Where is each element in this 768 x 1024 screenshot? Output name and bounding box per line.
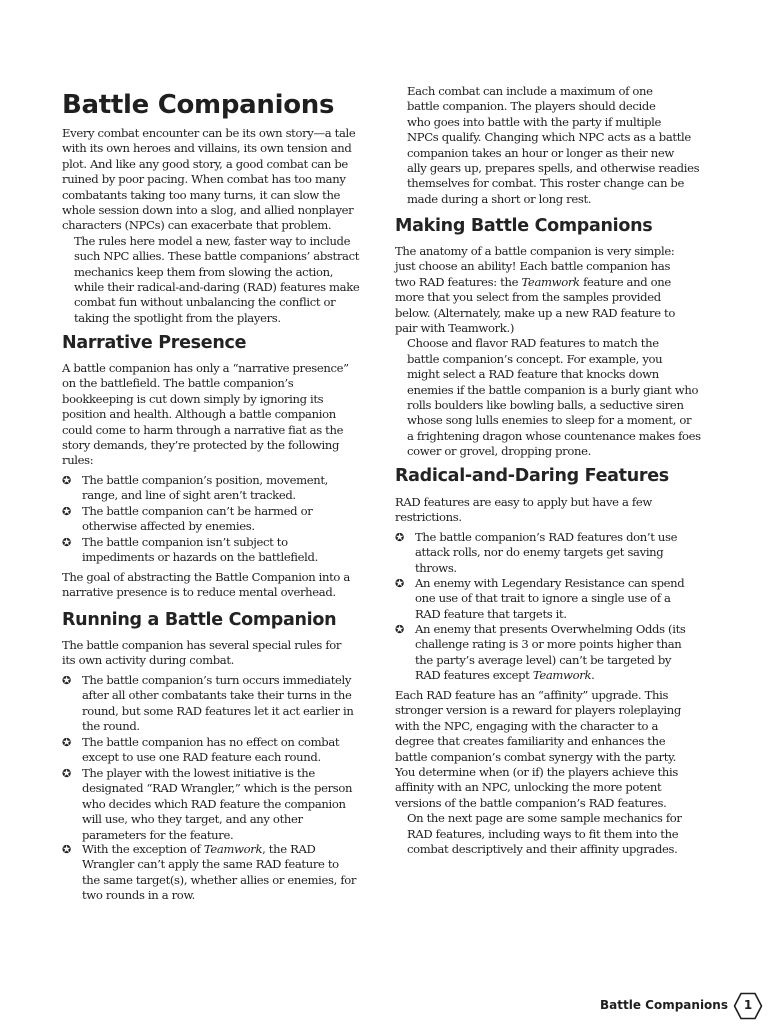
- right-intro-paragraph: Each combat can include a maximum of one battle companion. The players should decide who goes into battle with the party if multiple NPCs qualify. Changing which NPC acts as a battle companion takes an hour or longer as their new ally gears up, prepares spells, and otherwise readies themselves for combat. This roster change can be made during a short or long rest.: [407, 84, 700, 206]
- intro-paragraph-1: Every combat encounter can be its own story—a tale with its own heroes and villains, its own tension and plot. And like any good story, a good combat can be ruined by poor pacing. When combat has too many combatants taking too many turns, it can slow the whole session down into a slog, and allied nonplayer characters (NPCs) can exacerbate that problem.: [62, 126, 356, 233]
- bullet-star-icon: ✪: [395, 577, 404, 590]
- bullet-star-icon: ✪: [62, 736, 71, 749]
- list-item: ✪ The battle companion’s position, movement, range, and line of sight aren’t tracked.: [62, 473, 328, 503]
- list-item: ✪ The battle companion has no effect on combat except to use one RAD feature each round.: [62, 735, 340, 765]
- rad-paragraph-2: Each RAD feature has an “affinity” upgrade. This stronger version is a reward for players roleplaying with the NPC, engaging with the character to a degree that creates familiarity and enhances the battle companion’s combat synergy with the party. You determine when (or if) the players achieve this affinity with an NPC, unlocking the more potent versions of the battle companion’s RAD features.: [395, 688, 681, 810]
- heading-running-battle-companion: Running a Battle Companion: [62, 610, 337, 630]
- making-paragraph-1: The anatomy of a battle companion is very simple: just choose an ability! Each battle companion has two RAD features: the Teamwork feature and one more that you select from the samples provided below. (Alternately, make up a new RAD feature to pair with Teamwork.): [395, 244, 675, 336]
- list-item: ✪ The battle companion can’t be harmed or otherwise affected by enemies.: [62, 504, 313, 534]
- narrative-paragraph-2: The goal of abstracting the Battle Companion into a narrative presence is to reduce mental overhead.: [62, 570, 350, 600]
- list-item: ✪ The battle companion’s RAD features don’t use attack rolls, nor do enemy targets get saving throws.: [395, 530, 678, 575]
- bullet-star-icon: ✪: [62, 674, 71, 687]
- bullet-star-icon: ✪: [62, 536, 71, 549]
- list-item: ✪ An enemy that presents Overwhelming Odds (its challenge rating is 3 or more points higher than the party’s average level) can’t be targeted by RAD features except Teamwork.: [395, 622, 686, 683]
- list-item: ✪ The battle companion’s turn occurs immediately after all other combatants take their turns in the round, but some RAD features let it act earlier in the round.: [62, 673, 354, 734]
- list-item: ✪ The player with the lowest initiative is the designated “RAD Wrangler,” which is the person who decides which RAD feature the companion will use, who they target, and any other parameters for the feature.: [62, 766, 353, 842]
- list-item: ✪ With the exception of Teamwork, the RAD Wrangler can’t apply the same RAD feature to the same target(s), whether allies or enemies, for two rounds in a row.: [62, 842, 357, 903]
- bullet-star-icon: ✪: [62, 505, 71, 518]
- list-item: ✪ The battle companion isn’t subject to impediments or hazards on the battlefield.: [62, 535, 318, 565]
- intro-paragraph-2: The rules here model a new, faster way to include such NPC allies. These battle companions’ abstract mechanics keep them from slowing the action, while their radical-and-daring (RAD) features make combat fun without unbalancing the conflict or taking the spotlight from the players.: [74, 233, 360, 325]
- narrative-paragraph-1: A battle companion has only a “narrative presence” on the battlefield. The battle companion’s bookkeeping is cut down simply by ignoring its position and health. Although a battle companion could come to harm through a narrative fiat as the story demands, they’re protected by the following rules:: [62, 361, 349, 468]
- heading-rad-features: Radical-and-Daring Features: [395, 466, 669, 486]
- page-title: Battle Companions: [62, 90, 335, 120]
- bullet-star-icon: ✪: [62, 474, 71, 487]
- list-item: ✪ An enemy with Legendary Resistance can spend one use of that trait to ignore a single use of a RAD feature that targets it.: [395, 576, 685, 621]
- making-paragraph-2: Choose and flavor RAD features to match the battle companion’s concept. For example, you might select a RAD feature that knocks down enemies if the battle companion is a burly giant who rolls boulders like bowling balls, a seductive siren whose song lulls enemies to sleep for a moment, or a frightening dragon whose countenance makes foes cower or grovel, dropping prone.: [407, 336, 701, 459]
- heading-narrative-presence: Narrative Presence: [62, 333, 247, 353]
- bullet-star-icon: ✪: [395, 623, 404, 636]
- running-paragraph-1: The battle companion has several special rules for its own activity during combat.: [62, 638, 342, 668]
- rad-paragraph-1: RAD features are easy to apply but have a few restrictions.: [395, 495, 652, 525]
- bullet-star-icon: ✪: [395, 531, 404, 544]
- bullet-star-icon: ✪: [62, 767, 71, 780]
- bullet-star-icon: ✪: [62, 843, 71, 856]
- rad-paragraph-3: On the next page are some sample mechanics for RAD features, including ways to fit them into the combat descriptively and their affinity upgrades.: [407, 811, 682, 856]
- footer-title: Battle Companions: [600, 998, 728, 1012]
- heading-making-battle-companions: Making Battle Companions: [395, 216, 653, 236]
- page-number: 1: [743, 998, 753, 1012]
